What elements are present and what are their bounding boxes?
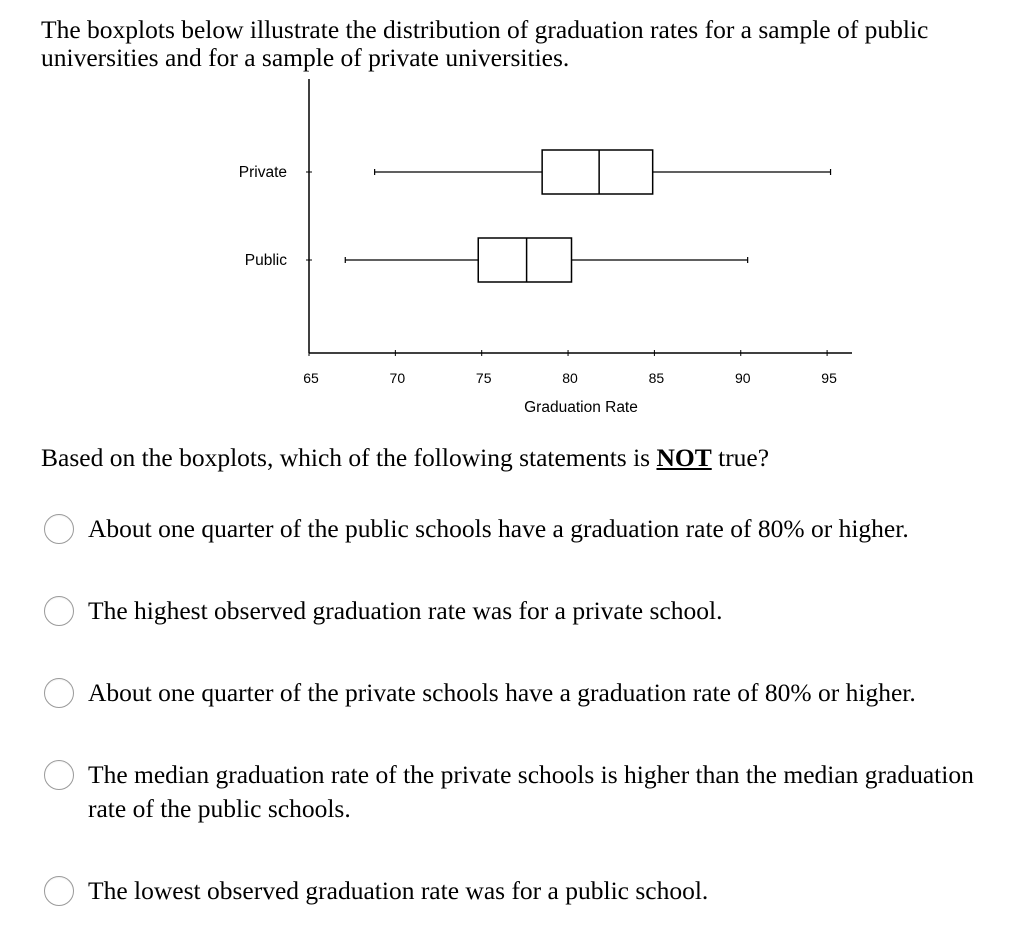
radio-button[interactable]: [44, 876, 74, 906]
boxplot-series: [239, 150, 831, 282]
x-tick-label: 95: [821, 370, 837, 386]
question-intro: The boxplots below illustrate the distribution of graduation rates for a sample of public universities and for a sample of private universities.: [41, 15, 929, 72]
answer-option-3[interactable]: [44, 678, 916, 710]
boxplot-public: [245, 238, 748, 282]
chart-axes: [309, 79, 852, 353]
answer-option-label: The lowest observed graduation rate was for a public school.: [88, 876, 709, 905]
x-axis-ticks: [303, 350, 837, 386]
x-tick-label: 90: [734, 370, 751, 386]
radio-button[interactable]: [44, 678, 74, 708]
prompt-text-before: Based on the boxplots, which of the following statements is: [41, 443, 657, 472]
answer-option-4[interactable]: [44, 760, 1008, 826]
answer-option-5[interactable]: [44, 876, 708, 908]
answer-option-label: The highest observed graduation rate was for a private school.: [88, 596, 723, 625]
category-label: Public: [244, 252, 287, 269]
radio-button[interactable]: [44, 596, 74, 626]
x-tick-label: 85: [648, 370, 665, 386]
boxplot-chart: [0, 0, 1014, 430]
prompt-text-after: true?: [711, 443, 770, 472]
x-tick-label: 75: [475, 370, 492, 386]
question-prompt: [41, 443, 769, 473]
answer-option-label: The median graduation rate of the private schools is higher than the median graduation rate of the public schools.: [88, 760, 974, 823]
answer-option-label: About one quarter of the private schools have a graduation rate of 80% or higher.: [88, 678, 916, 707]
x-tick-label: 80: [562, 370, 578, 386]
iqr-box: [542, 150, 653, 194]
iqr-box: [478, 238, 571, 282]
answer-option-label: About one quarter of the public schools have a graduation rate of 80% or higher.: [88, 514, 909, 543]
answer-option-1[interactable]: [44, 514, 909, 546]
boxplot-private: [239, 150, 831, 194]
x-tick-label: 70: [389, 370, 406, 386]
category-label: Private: [238, 164, 287, 181]
radio-button[interactable]: [44, 760, 74, 790]
radio-button[interactable]: [44, 514, 74, 544]
x-axis-label: Graduation Rate: [524, 399, 638, 416]
prompt-emphasis: NOT: [656, 443, 712, 472]
x-tick-label: 65: [303, 370, 319, 386]
answer-option-2[interactable]: [44, 596, 722, 628]
